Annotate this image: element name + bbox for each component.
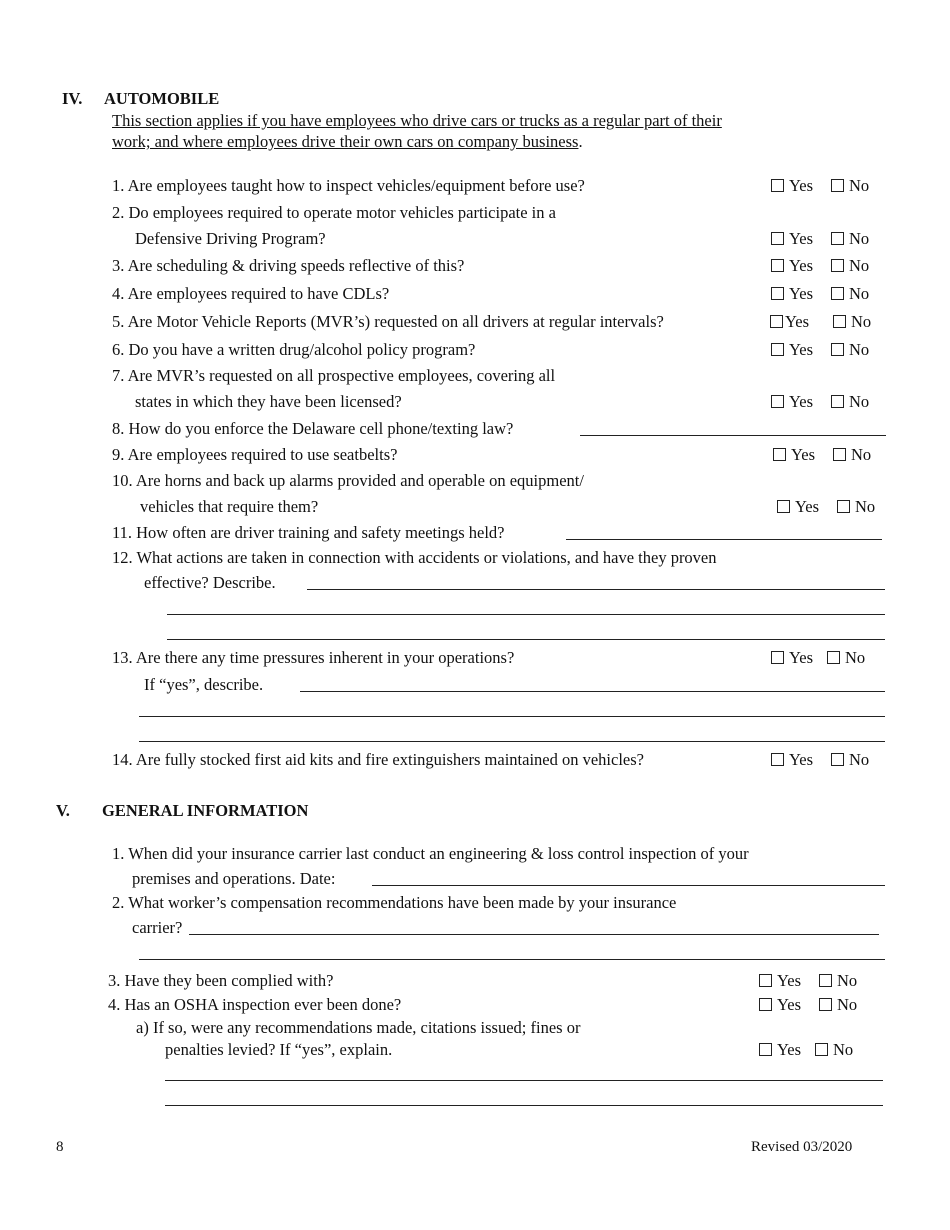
auto-q10-line2: vehicles that require them?	[140, 497, 319, 516]
auto-q6-no-checkbox[interactable]	[831, 343, 844, 356]
auto-q4: 4. Are employees required to have CDLs?	[112, 284, 390, 303]
general-q2-answer-line-2[interactable]	[139, 959, 885, 960]
auto-q13-options: Yes No	[771, 648, 865, 668]
auto-q1-yes-checkbox[interactable]	[771, 179, 784, 192]
general-q1-line1: 1. When did your insurance carrier last conduct an engineering & loss control inspection of your	[112, 844, 749, 863]
general-q3-options: Yes No	[759, 971, 857, 991]
page-number: 8	[56, 1139, 64, 1155]
auto-q10-no-checkbox[interactable]	[837, 500, 850, 513]
auto-q2-line1: 2. Do employees required to operate motor vehicles participate in a	[112, 203, 556, 222]
general-q1-line2: premises and operations. Date:	[132, 869, 336, 888]
auto-q12-answer-line-1[interactable]	[307, 589, 885, 590]
general-q4a-options: Yes No	[759, 1040, 853, 1060]
auto-q14: 14. Are fully stocked first aid kits and fire extinguishers maintained on vehicles?	[112, 750, 644, 769]
auto-q7-options: Yes No	[771, 392, 869, 412]
auto-q5-no-checkbox[interactable]	[833, 315, 846, 328]
auto-q10-options: Yes No	[777, 497, 875, 517]
auto-q12-answer-line-2[interactable]	[167, 614, 885, 615]
general-q3-yes-checkbox[interactable]	[759, 974, 772, 987]
auto-q10-yes-checkbox[interactable]	[777, 500, 790, 513]
auto-q9-options: Yes No	[773, 445, 871, 465]
general-q3-no-checkbox[interactable]	[819, 974, 832, 987]
section-5-numeral: V.	[56, 801, 70, 820]
auto-q11-answer-line[interactable]	[566, 539, 882, 540]
auto-q12-line2: effective? Describe.	[144, 573, 276, 592]
auto-q13-answer-line-1[interactable]	[300, 691, 885, 692]
auto-q7-line2: states in which they have been licensed?	[135, 392, 402, 411]
auto-q3-no-checkbox[interactable]	[831, 259, 844, 272]
auto-q14-no-checkbox[interactable]	[831, 753, 844, 766]
general-q4-yes-checkbox[interactable]	[759, 998, 772, 1011]
general-q4-options: Yes No	[759, 995, 857, 1015]
auto-q3-options: Yes No	[771, 256, 869, 276]
auto-q13-yes-checkbox[interactable]	[771, 651, 784, 664]
auto-q7-line1: 7. Are MVR’s requested on all prospective employees, covering all	[112, 366, 556, 385]
auto-q12-answer-line-3[interactable]	[167, 639, 885, 640]
auto-q9: 9. Are employees required to use seatbelts?	[112, 445, 398, 464]
auto-q1: 1. Are employees taught how to inspect vehicles/equipment before use?	[112, 176, 585, 195]
auto-q12-line1: 12. What actions are taken in connection with accidents or violations, and have they proven	[112, 548, 717, 567]
auto-q13: 13. Are there any time pressures inherent in your operations?	[112, 648, 515, 667]
section-4-intro-line1: This section applies if you have employees who drive cars or trucks as a regular part of their	[112, 111, 722, 130]
auto-q1-options: Yes No	[771, 176, 869, 196]
general-q4a-yes-checkbox[interactable]	[759, 1043, 772, 1056]
auto-q7-yes-checkbox[interactable]	[771, 395, 784, 408]
auto-q4-yes-checkbox[interactable]	[771, 287, 784, 300]
general-q4: 4. Has an OSHA inspection ever been done?	[108, 995, 402, 1014]
revised-date: Revised 03/2020	[751, 1139, 853, 1155]
auto-q4-no-checkbox[interactable]	[831, 287, 844, 300]
general-q4-no-checkbox[interactable]	[819, 998, 832, 1011]
general-q4a-answer-line-1[interactable]	[165, 1080, 883, 1081]
auto-q9-no-checkbox[interactable]	[833, 448, 846, 461]
auto-q2-no-checkbox[interactable]	[831, 232, 844, 245]
auto-q14-yes-checkbox[interactable]	[771, 753, 784, 766]
general-q4a-no-checkbox[interactable]	[815, 1043, 828, 1056]
general-q4a-line1: a) If so, were any recommendations made, citations issued; fines or	[136, 1018, 581, 1037]
general-q2-line1: 2. What worker’s compensation recommendations have been made by your insurance	[112, 893, 677, 912]
section-5-title: GENERAL INFORMATION	[102, 801, 309, 820]
auto-q14-options: Yes No	[771, 750, 869, 770]
auto-q5-options: Yes No	[770, 312, 871, 332]
general-q2-answer-line-1[interactable]	[189, 934, 879, 935]
auto-q6-yes-checkbox[interactable]	[771, 343, 784, 356]
auto-q8: 8. How do you enforce the Delaware cell phone/texting law?	[112, 419, 514, 438]
auto-q13-no-checkbox[interactable]	[827, 651, 840, 664]
auto-q1-no-checkbox[interactable]	[831, 179, 844, 192]
auto-q3: 3. Are scheduling & driving speeds reflective of this?	[112, 256, 465, 275]
auto-q8-answer-line[interactable]	[580, 435, 886, 436]
section-4-title: AUTOMOBILE	[104, 89, 220, 108]
section-4-intro-line2: work; and where employees drive their own cars on company business.	[112, 132, 583, 151]
auto-q5: 5. Are Motor Vehicle Reports (MVR’s) requested on all drivers at regular intervals?	[112, 312, 664, 331]
general-q2-line2: carrier?	[132, 918, 183, 937]
auto-q2-options: Yes No	[771, 229, 869, 249]
auto-q10-line1: 10. Are horns and back up alarms provided and operable on equipment/	[112, 471, 584, 490]
auto-q6-options: Yes No	[771, 340, 869, 360]
general-q4a-answer-line-2[interactable]	[165, 1105, 883, 1106]
auto-q11: 11. How often are driver training and safety meetings held?	[112, 523, 505, 542]
auto-q2-yes-checkbox[interactable]	[771, 232, 784, 245]
general-q1-date-line[interactable]	[372, 885, 885, 886]
auto-q6: 6. Do you have a written drug/alcohol policy program?	[112, 340, 476, 359]
section-4-numeral: IV.	[62, 89, 83, 108]
general-q4a-line2: penalties levied? If “yes”, explain.	[165, 1040, 393, 1059]
auto-q3-yes-checkbox[interactable]	[771, 259, 784, 272]
auto-q5-yes-checkbox[interactable]	[770, 315, 783, 328]
auto-q9-yes-checkbox[interactable]	[773, 448, 786, 461]
auto-q13-describe: If “yes”, describe.	[144, 675, 264, 694]
auto-q7-no-checkbox[interactable]	[831, 395, 844, 408]
general-q3: 3. Have they been complied with?	[108, 971, 334, 990]
auto-q13-answer-line-3[interactable]	[139, 741, 885, 742]
auto-q13-answer-line-2[interactable]	[139, 716, 885, 717]
auto-q4-options: Yes No	[771, 284, 869, 304]
auto-q2-line2: Defensive Driving Program?	[135, 229, 326, 248]
